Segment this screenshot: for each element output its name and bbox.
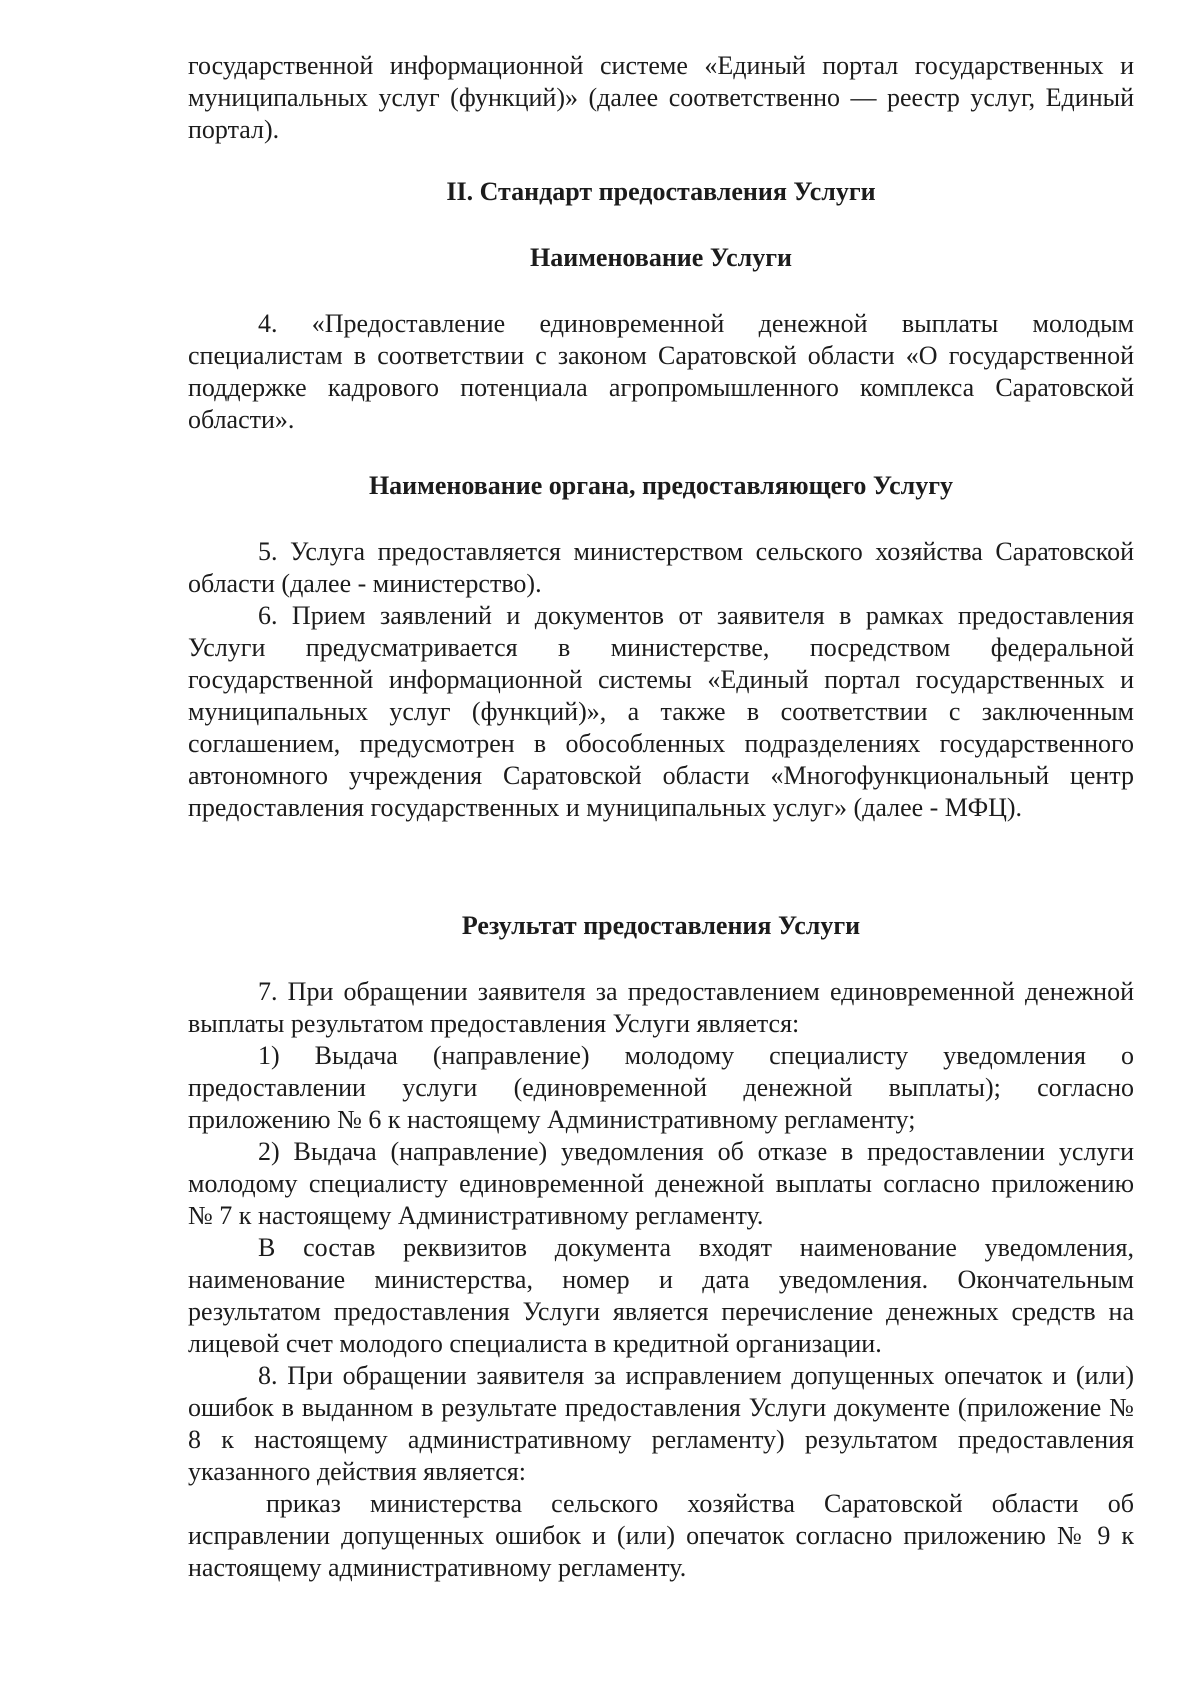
paragraph-8-order: приказ министерства сельского хозяйства Саратовской области об исправлении допущенных ошибок и (или) опечаток согласно приложению № 9 к настоящему административному регламенту. (188, 1489, 1134, 1582)
paragraph-7-item-2: 2) Выдача (направление) уведомления об отказе в предоставлении услуги молодому специалисту единовременной денежной выплаты согласно приложению № 7 к настоящему Административному регламенту. (188, 1137, 1134, 1230)
subsection-result: Результат предоставления Услуги (461, 911, 861, 940)
paragraph-7-details: В состав реквизитов документа входят наименование уведомления, наименование министерства, номер и дата уведомления. Окончательным результатом предоставления Услуги является перечисление денежных средств на лицевой счет молодого специалиста в кредитной организации. (188, 1233, 1134, 1358)
paragraph-7: 7. При обращении заявителя за предоставлением единовременной денежной выплаты результатом предоставления Услуги является: (188, 977, 1134, 1038)
paragraph-7-item-1: 1) Выдача (направление) молодому специалисту уведомления о предоставлении услуги (единовременной денежной выплаты); согласно приложению № 6 к настоящему Административному регламенту; (188, 1041, 1134, 1134)
paragraph-8: 8. При обращении заявителя за исправлением допущенных опечаток и (или) ошибок в выданном в результате предоставления Услуги документе (приложение № 8 к настоящему административному регламенту) результатом предоставления указанного действия является: (188, 1361, 1134, 1486)
paragraph-6: 6. Прием заявлений и документов от заявителя в рамках предоставления Услуги предусматривается в министерстве, посредством федеральной государственной информационной системы «Единый портал государственных и муниципальных услуг (функций)», а также в соответствии с заключенным соглашением, предусмотрен в обособленных подразделениях государственного автономного учреждения Саратовской области «Многофункциональный центр предоставления государственных и муниципальных услуг» (далее - МФЦ). (188, 601, 1134, 822)
subsection-authority: Наименование органа, предоставляющего Услугу (368, 471, 954, 500)
paragraph-4: 4. «Предоставление единовременной денежной выплаты молодым специалистам в соответствии с законом Саратовской области «О государственной поддержке кадрового потенциала агропромышленного комплекса Саратовской области». (188, 309, 1134, 434)
document-page (188, 50, 1134, 1584)
section-title: II. Стандарт предоставления Услуги (446, 177, 876, 206)
paragraph-5: 5. Услуга предоставляется министерством сельского хозяйства Саратовской области (далее - министерство). (188, 537, 1134, 598)
intro-paragraph: государственной информационной системе «Единый портал государственных и муниципальных услуг (функций)» (далее соответственно — реестр услуг, Единый портал). (188, 51, 1134, 144)
subsection-service-name: Наименование Услуги (529, 243, 793, 272)
